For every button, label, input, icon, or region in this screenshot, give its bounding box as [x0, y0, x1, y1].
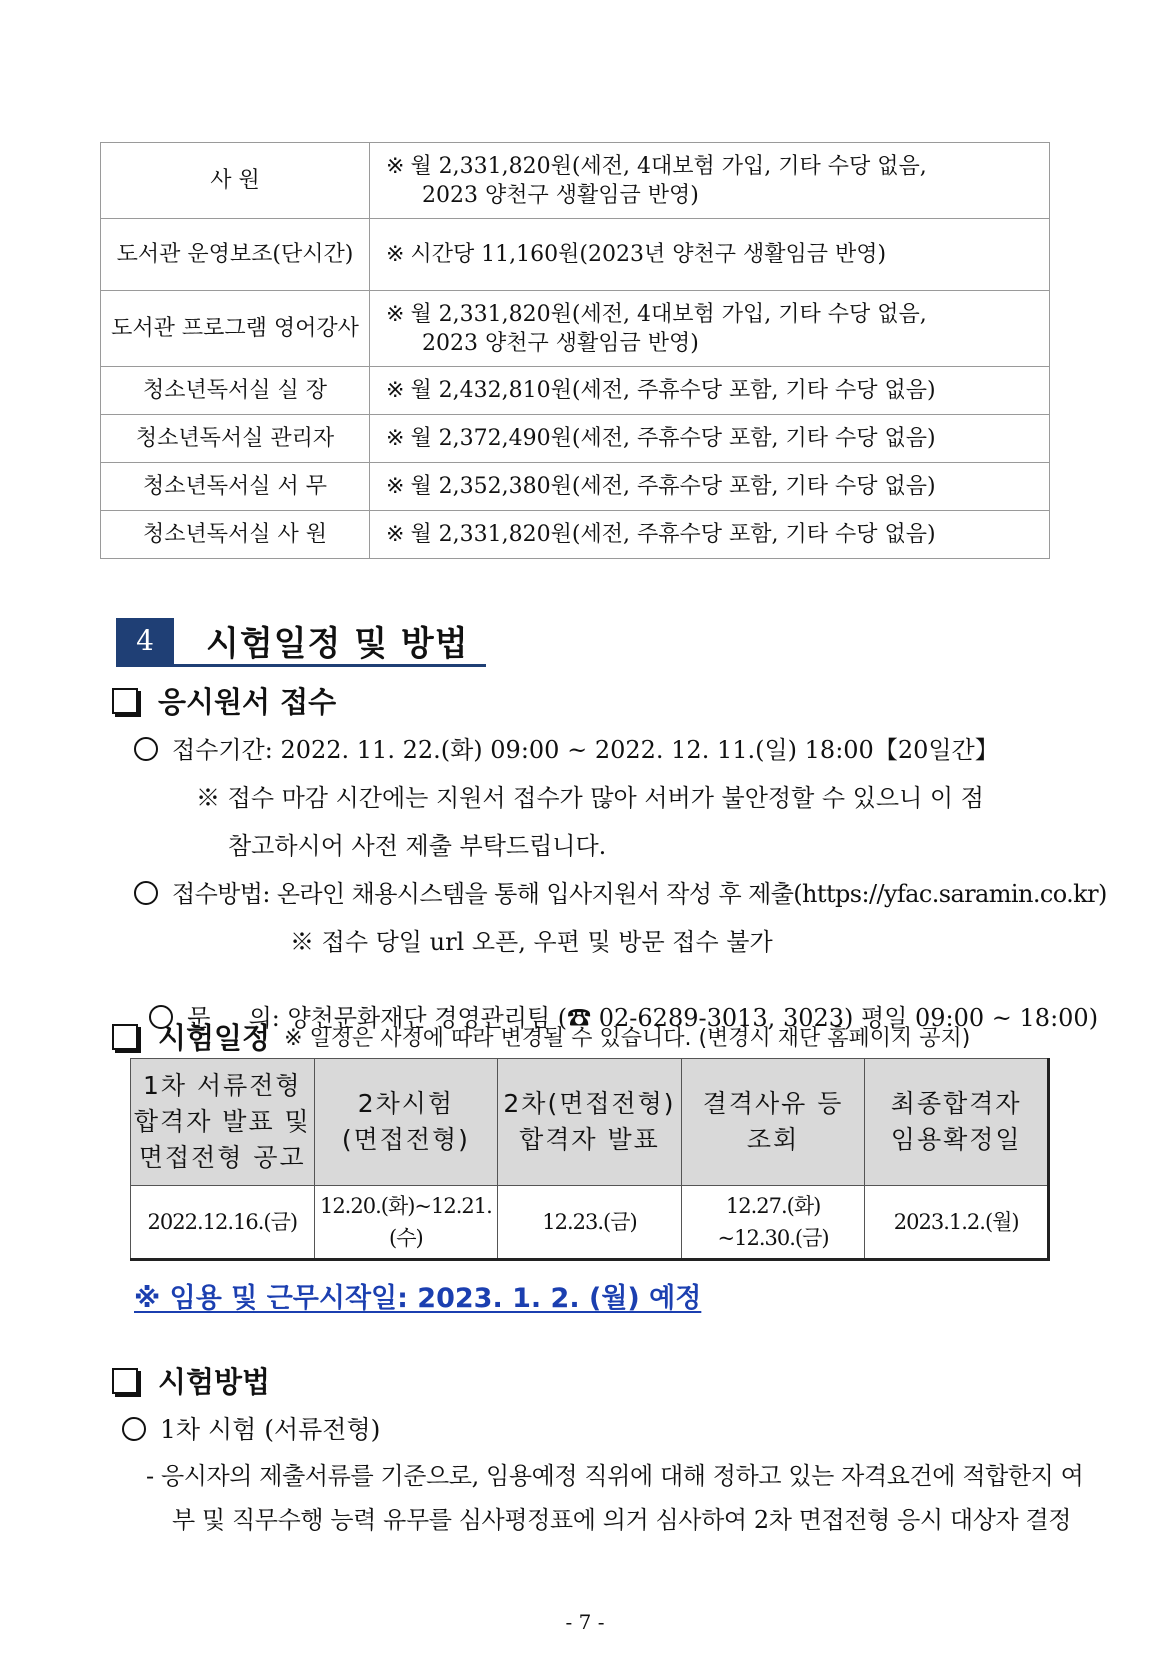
period-text: 접수기간: 2022. 11. 22.(화) 09:00 ~ 2022. 12. 11.(일) 18:00【20일간】	[172, 736, 999, 764]
schedule-date-cell: 12.20.(화)~12.21.(수)	[314, 1186, 498, 1260]
start-date-note: ※ 임용 및 근무시작일: 2023. 1. 2. (월) 예정	[134, 1283, 702, 1314]
position-cell: 사 원	[101, 143, 370, 219]
schedule-date-cell: 12.27.(화) ~12.30.(금)	[681, 1186, 865, 1260]
salary-row	[101, 291, 1050, 367]
salary-row	[101, 367, 1050, 415]
pay-continuation: 2023 양천구 생활임금 반영)	[422, 182, 699, 208]
inquiry-text: 문 의: 양천문화재단 경영관리팀 (☎ 02-6289-3013, 3023) 평일 09:00 ~ 18:00)	[187, 1004, 1099, 1032]
position-cell: 청소년독서실 서 무	[101, 463, 370, 511]
reference-mark: ※	[386, 474, 405, 499]
pay-cell	[370, 463, 1050, 511]
pay-text: 월 2,331,820원(세전, 주휴수당 포함, 기타 수당 없음)	[410, 522, 936, 547]
pay-continuation: 2023 양천구 생활임금 반영)	[422, 330, 699, 356]
schedule-date-cell: 2022.12.16.(금)	[131, 1186, 315, 1260]
section-underline	[116, 664, 486, 667]
application-heading-text: 응시원서 접수	[158, 685, 337, 719]
period-note-1: ※ 접수 마감 시간에는 지원서 접수가 많아 서버가 불안정할 수 있으니 이 점	[196, 784, 984, 812]
pay-text: 시간당 11,160원(2023년 양천구 생활임금 반영)	[410, 242, 887, 267]
position-cell: 도서관 운영보조(단시간)	[101, 219, 370, 291]
reference-mark: ※	[386, 242, 405, 267]
checkbox-bullet-icon	[112, 1368, 138, 1394]
checkbox-bullet-icon	[112, 1024, 138, 1050]
salary-row	[101, 415, 1050, 463]
position-cell: 청소년독서실 사 원	[101, 511, 370, 559]
schedule-header-cell: 최종합격자 임용확정일	[865, 1059, 1049, 1186]
method-desc-2: 부 및 직무수행 능력 유무를 심사평정표에 의거 심사하여 2차 면접전형 응시 대상자 결정	[172, 1506, 1072, 1534]
salary-row	[101, 143, 1050, 219]
first-exam	[122, 1410, 380, 1446]
pay-text: 월 2,432,810원(세전, 주휴수당 포함, 기타 수당 없음)	[410, 378, 936, 403]
schedule-note: ※ 일정은 사정에 따라 변경될 수 있습니다. (변경시 재단 홈페이지 공지)	[284, 1026, 971, 1051]
salary-row	[101, 511, 1050, 559]
position-cell: 청소년독서실 관리자	[101, 415, 370, 463]
position-cell: 청소년독서실 실 장	[101, 367, 370, 415]
salary-table	[100, 142, 1050, 559]
circle-bullet-icon	[134, 737, 158, 761]
method-heading-text: 시험방법	[158, 1365, 271, 1399]
period-note-2: 참고하시어 사전 제출 부탁드립니다.	[228, 832, 607, 860]
schedule-table	[130, 1058, 1050, 1261]
pay-cell	[370, 367, 1050, 415]
schedule-header-cell: 1차 서류전형 합격자 발표 및 면접전형 공고	[131, 1059, 315, 1186]
method-note: ※ 접수 당일 url 오픈, 우편 및 방문 접수 불가	[290, 928, 773, 956]
pay-text: 월 2,352,380원(세전, 주휴수당 포함, 기타 수당 없음)	[410, 474, 936, 499]
schedule-heading	[112, 1016, 970, 1057]
pay-cell	[370, 511, 1050, 559]
position-cell: 도서관 프로그램 영어강사	[101, 291, 370, 367]
schedule-date-cell: 12.23.(금)	[498, 1186, 682, 1260]
schedule-header-cell: 2차(면접전형) 합격자 발표	[498, 1059, 682, 1186]
schedule-header-cell: 2차시험 (면접전형)	[314, 1059, 498, 1186]
reference-mark: ※	[386, 378, 405, 403]
pay-text: 월 2,331,820원(세전, 4대보험 가입, 기타 수당 없음,	[410, 153, 927, 179]
pay-cell	[370, 219, 1050, 291]
checkbox-bullet-icon	[112, 688, 138, 714]
application-heading	[112, 680, 336, 721]
schedule-heading-text: 시험일정	[158, 1021, 271, 1055]
method-text: 접수방법: 온라인 채용시스템을 통해 입사지원서 작성 후 제출(https://yfac.saramin.co.kr)	[172, 880, 1107, 908]
circle-bullet-icon	[122, 1417, 146, 1441]
reference-mark: ※	[386, 153, 405, 179]
method-desc-1: - 응시자의 제출서류를 기준으로, 임용예정 직위에 대해 정하고 있는 자격요건에 적합한지 여	[146, 1462, 1084, 1490]
schedule-date-cell: 2023.1.2.(월)	[865, 1186, 1049, 1260]
pay-text: 월 2,372,490원(세전, 주휴수당 포함, 기타 수당 없음)	[410, 426, 936, 451]
first-exam-text: 1차 시험 (서류전형)	[160, 1415, 381, 1444]
pay-cell	[370, 143, 1050, 219]
circle-bullet-icon	[134, 881, 158, 905]
pay-cell	[370, 415, 1050, 463]
page-number: - 7 -	[565, 1610, 605, 1634]
application-method	[134, 874, 1107, 909]
salary-row	[101, 219, 1050, 291]
schedule-header-cell: 결격사유 등 조회	[681, 1059, 865, 1186]
section-title: 시험일정 및 방법	[206, 624, 469, 664]
application-period	[134, 730, 999, 765]
salary-row	[101, 463, 1050, 511]
section-number-box: 4	[116, 618, 174, 664]
pay-text: 월 2,331,820원(세전, 4대보험 가입, 기타 수당 없음,	[410, 301, 927, 327]
reference-mark: ※	[386, 301, 405, 327]
pay-cell	[370, 291, 1050, 367]
reference-mark: ※	[386, 522, 405, 547]
reference-mark: ※	[386, 426, 405, 451]
method-heading	[112, 1360, 270, 1401]
